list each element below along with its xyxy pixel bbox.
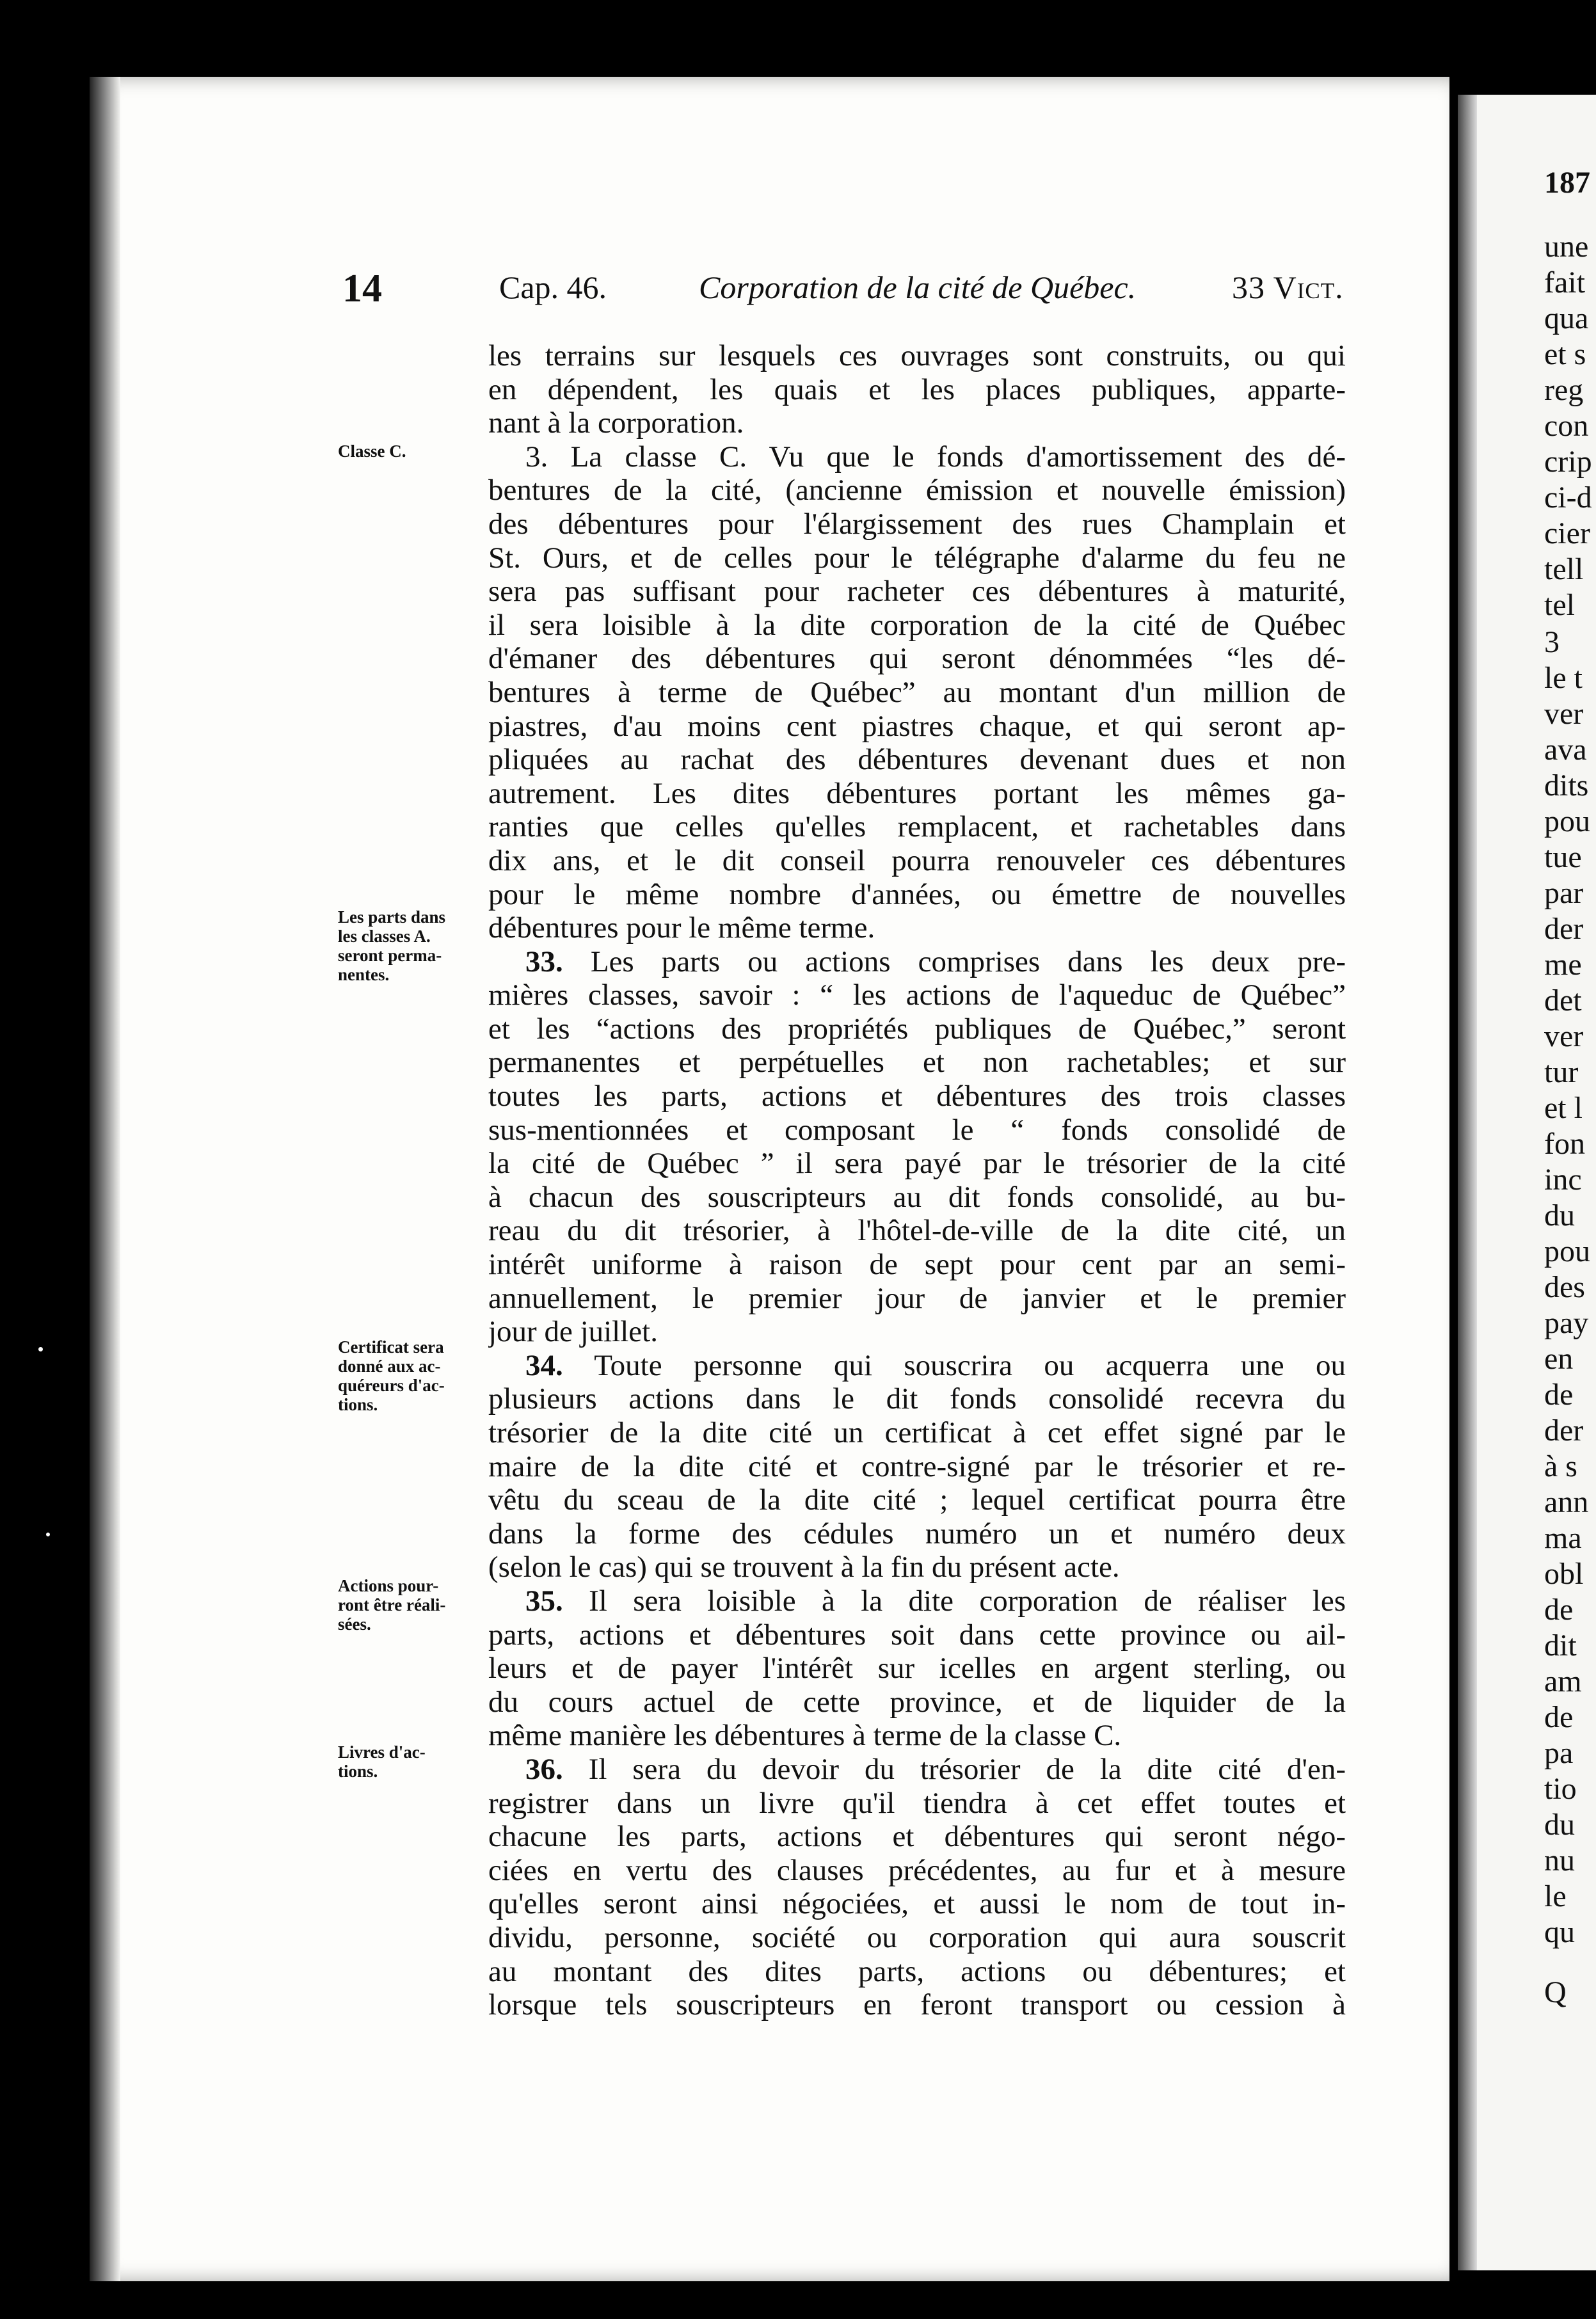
- section-number: 36.: [525, 1752, 563, 1786]
- facing-page-line: de: [1544, 1593, 1574, 1627]
- body-line: (selon le cas) qui se trouvent à la fin du présent acte.: [488, 1550, 1120, 1584]
- facing-page-line: pou: [1544, 1234, 1590, 1268]
- margin-note-line: tions.: [338, 1395, 378, 1414]
- facing-page-line: fait: [1544, 266, 1585, 299]
- facing-page-line: qu: [1544, 1915, 1575, 1949]
- body-line: il sera loisible à la dite corporation de la cité de Québec: [488, 608, 1346, 642]
- body-line: leurs et de payer l'intérêt sur icelles en argent sterling, ou: [488, 1652, 1346, 1685]
- facing-page-line: des: [1544, 1270, 1585, 1304]
- facing-page-line: inc: [1544, 1163, 1582, 1197]
- facing-page-line: tio: [1544, 1772, 1577, 1806]
- body-line: St. Ours, et de celles pour le télégraphe d'alarme du feu ne: [488, 541, 1346, 575]
- facing-page-line: pou: [1544, 804, 1590, 838]
- body-line: permanentes et perpétuelles et non rachetables; et sur: [488, 1046, 1346, 1080]
- body-line: annuellement, le premier jour de janvier et le premier: [488, 1281, 1346, 1315]
- margin-note-line: Actions pour-: [338, 1576, 439, 1595]
- facing-page-line: det: [1544, 984, 1582, 1017]
- margin-note-line: Livres d'ac-: [338, 1742, 426, 1762]
- body-line: ranties que celles qu'elles remplacent, et rachetables dans: [488, 810, 1346, 844]
- margin-note-line: Certificat sera: [338, 1337, 444, 1357]
- margin-note-line: les classes A.: [338, 927, 431, 946]
- facing-page-line: Q: [1544, 1975, 1567, 2009]
- margin-note-line: seront perma-: [338, 946, 442, 965]
- body-line: trésorier de la dite cité un certificat à cet effet signé par le: [488, 1416, 1346, 1449]
- body-line: pliquées au rachat des débentures devenant dues et non: [488, 743, 1346, 777]
- chapter-label: Cap. 46.: [499, 269, 607, 305]
- margin-note-line: sées.: [338, 1614, 371, 1634]
- body-line: sus-mentionnées et composant le “ fonds consolidé de: [488, 1113, 1346, 1147]
- body-line: bentures à terme de Québec” au montant d'un million de: [488, 675, 1346, 709]
- facing-page-line: fon: [1544, 1127, 1585, 1161]
- body-line: dans la forme des cédules numéro un et numéro deux: [488, 1517, 1346, 1550]
- margin-note-line: Classe C.: [338, 442, 406, 461]
- facing-page-line: nu: [1544, 1844, 1575, 1877]
- margin-note-certificat: [338, 1337, 495, 1414]
- facing-page-line: reg: [1544, 373, 1584, 407]
- body-line: registrer dans un livre qu'il tiendra à cet effet toutes et: [488, 1786, 1346, 1820]
- body-line: piastres, d'au moins cent piastres chaque, et qui seront ap-: [488, 709, 1346, 743]
- body-line: en dépendent, les quais et les places publiques, apparte-: [488, 372, 1346, 406]
- body-line: dix ans, et le dit conseil pourra renouveler ces débentures: [488, 843, 1346, 877]
- margin-note-classe-c: [338, 442, 495, 461]
- body-line: au montant des dites parts, actions ou débentures; et: [488, 1954, 1346, 1988]
- page-number: 14: [342, 267, 382, 310]
- body-line: bentures de la cité, (ancienne émission et nouvelle émission): [488, 474, 1346, 507]
- facing-page-line: ver: [1544, 697, 1584, 731]
- facing-page-line: ann: [1544, 1485, 1589, 1519]
- facing-page-line: une: [1544, 230, 1589, 264]
- body-line: 3. La classe C. Vu que le fonds d'amortissement des dé-: [525, 440, 1346, 474]
- body-line: même manière les débentures à terme de la classe C.: [488, 1719, 1122, 1753]
- facing-page-line: dits: [1544, 769, 1589, 802]
- body-line: la cité de Québec ” il sera payé par le trésorier de la cité: [488, 1147, 1346, 1181]
- facing-page-line: ma: [1544, 1521, 1582, 1555]
- body-line: intérêt uniforme à raison de sept pour cent par an semi-: [488, 1248, 1346, 1282]
- body-line: 34. Toute personne qui souscrira ou acquerra une ou: [525, 1348, 1346, 1382]
- facing-page-line: obl: [1544, 1557, 1584, 1591]
- facing-page-line: du: [1544, 1199, 1575, 1232]
- body-line: et les “actions des propriétés publiques de Québec,” seront: [488, 1012, 1346, 1046]
- facing-page-line: tell: [1544, 552, 1584, 586]
- scan-speck: [46, 1533, 50, 1536]
- body-line: reau du dit trésorier, à l'hôtel-de-ville de la dite cité, un: [488, 1214, 1346, 1248]
- facing-page-line: der: [1544, 912, 1584, 946]
- section-number: 33.: [525, 944, 563, 978]
- margin-note-line: tions.: [338, 1762, 378, 1781]
- body-line: du cours actuel de cette province, et de liquider de la: [488, 1685, 1346, 1719]
- facing-page-line: et s: [1544, 337, 1586, 371]
- facing-page-line: ava: [1544, 733, 1587, 767]
- body-line: qu'elles seront ainsi négociées, et aussi le nom de tout in-: [488, 1887, 1346, 1921]
- facing-page-line: dit: [1544, 1629, 1577, 1662]
- session-label: 33 Vict.: [1232, 269, 1344, 305]
- margin-note-line: donné aux ac-: [338, 1357, 441, 1376]
- body-line: des débentures pour l'élargissement des rues Champlain et: [488, 507, 1346, 541]
- margin-note-line: ront être réali-: [338, 1595, 446, 1614]
- margin-note-line: Les parts dans: [338, 907, 446, 927]
- facing-page-line: tur: [1544, 1055, 1579, 1089]
- body-line: dividu, personne, société ou corporation qui aura souscrit: [488, 1920, 1346, 1954]
- facing-page-line: le t: [1544, 661, 1583, 695]
- facing-page-line: con: [1544, 409, 1589, 443]
- body-line: parts, actions et débentures soit dans cette province ou ail-: [488, 1618, 1346, 1652]
- body-line: plusieurs actions dans le dit fonds consolidé recevra du: [488, 1382, 1346, 1416]
- body-line: jour de juillet.: [488, 1315, 658, 1349]
- facing-page-line: me: [1544, 948, 1582, 982]
- body-line: d'émaner des débentures qui seront dénommées “les dé-: [488, 642, 1346, 676]
- body-line: vêtu du sceau de la dite cité ; lequel certificat pourra être: [488, 1483, 1346, 1517]
- facing-page-line: am: [1544, 1664, 1582, 1698]
- facing-page-line: pay: [1544, 1306, 1589, 1340]
- facing-page-line: à s: [1544, 1449, 1577, 1483]
- body-line: toutes les parts, actions et débentures des trois classes: [488, 1080, 1346, 1113]
- body-line: sera pas suffisant pour racheter ces débentures à maturité,: [488, 575, 1346, 609]
- facing-page-line: cier: [1544, 516, 1590, 550]
- body-line: à chacun des souscripteurs au dit fonds consolidé, au bu-: [488, 1180, 1346, 1214]
- body-line: mières classes, savoir : “ les actions de l'aqueduc de Québec”: [488, 978, 1346, 1012]
- body-line: autrement. Les dites débentures portant les mêmes ga-: [488, 776, 1346, 810]
- body-line: chacune les parts, actions et débentures qui seront négo-: [488, 1820, 1346, 1854]
- body-text: [488, 339, 1346, 2022]
- body-line: maire de la dite cité et contre-signé par le trésorier et re-: [488, 1449, 1346, 1483]
- body-line: 35. Il sera loisible à la dite corporation de réaliser les: [525, 1584, 1346, 1618]
- facing-page-line: crip: [1544, 445, 1592, 479]
- body-line: pour le même nombre d'années, ou émettre de nouvelles: [488, 877, 1346, 911]
- facing-page-line: ver: [1544, 1019, 1584, 1053]
- body-line: nant à la corporation.: [488, 406, 744, 440]
- facing-page-line: qua: [1544, 301, 1589, 335]
- facing-page-line: tel: [1544, 588, 1575, 622]
- scan-speck: [38, 1347, 43, 1351]
- facing-page-line: der: [1544, 1414, 1584, 1447]
- running-title: Corporation de la cité de Québec.: [699, 269, 1137, 305]
- facing-page-line: ci-d: [1544, 481, 1592, 514]
- facing-page-line: pa: [1544, 1736, 1574, 1770]
- body-line: débentures pour le même terme.: [488, 911, 875, 945]
- facing-page-line: et l: [1544, 1091, 1583, 1125]
- body-line: ciées en vertu des clauses précédentes, au fur et à mesure: [488, 1853, 1346, 1887]
- facing-page-line: le: [1544, 1879, 1567, 1913]
- facing-page-line: par: [1544, 876, 1584, 910]
- section-number: 34.: [525, 1348, 563, 1382]
- facing-page-line: en: [1544, 1342, 1574, 1376]
- facing-page-line: 187: [1544, 166, 1590, 200]
- body-line: les terrains sur lesquels ces ouvrages sont construits, ou qui: [488, 339, 1346, 372]
- facing-page-line: 3: [1544, 625, 1560, 659]
- body-line: 36. Il sera du devoir du trésorier de la dite cité d'en-: [525, 1752, 1346, 1786]
- body-line: lorsque tels souscripteurs en feront transport ou cession à: [488, 1988, 1346, 2022]
- margin-note-livres-actions: [338, 1742, 495, 1781]
- facing-page-line: tue: [1544, 840, 1582, 874]
- facing-page-line: du: [1544, 1808, 1575, 1842]
- margin-note-line: quéreurs d'ac-: [338, 1376, 445, 1395]
- facing-page-line: de: [1544, 1378, 1574, 1412]
- facing-page-fragment: [1458, 95, 1596, 2270]
- margin-note-parts-permanentes: [338, 907, 495, 984]
- body-line: 33. Les parts ou actions comprises dans les deux pre-: [525, 944, 1346, 978]
- margin-note-actions-realisees: [338, 1576, 495, 1634]
- section-number: 35.: [525, 1584, 563, 1618]
- facing-page-line: de: [1544, 1700, 1574, 1734]
- margin-note-line: nentes.: [338, 965, 390, 984]
